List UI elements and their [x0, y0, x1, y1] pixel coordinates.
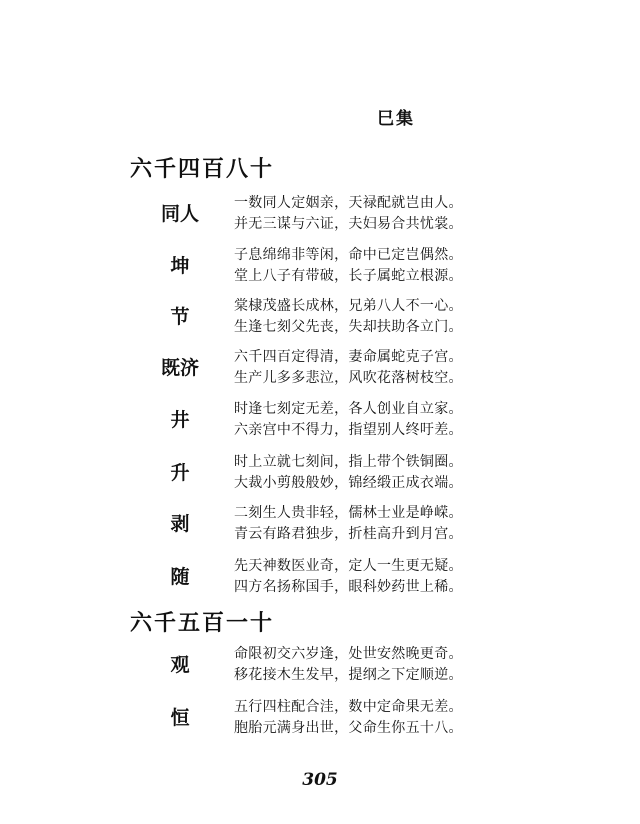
- verse-line: 子息绵绵非等闲，命中已定岂偶然。: [234, 247, 463, 263]
- verse: [234, 452, 463, 494]
- verse-line: 先天神数医业奇，定人一生更无疑。: [234, 558, 463, 574]
- verse-line: 六亲宫中不得力，指望别人终吁差。: [234, 422, 463, 438]
- entry: [0, 347, 640, 387]
- entry: [0, 697, 640, 737]
- section-title: 六千四百八十: [130, 156, 275, 182]
- running-head: 巳集: [377, 109, 415, 129]
- hexagram-name: 节: [170, 306, 190, 328]
- verse-line: 棠棣茂盛长成林，兄弟八人不一心。: [234, 298, 463, 314]
- verse: [234, 503, 463, 545]
- hexagram-name: 井: [170, 409, 190, 431]
- verse-line: 生逢七刻父先丧，失却扶助各立门。: [234, 319, 463, 335]
- entry: [0, 193, 640, 233]
- entry: [0, 452, 640, 492]
- verse-line: 五行四柱配合洼，数中定命果无差。: [234, 699, 463, 715]
- verse-line: 胞胎元满身出世，父命生你五十八。: [234, 720, 463, 736]
- verse-line: 并无三谋与六证，夫妇易合共忧裳。: [234, 216, 463, 232]
- hexagram-name: 同人: [160, 203, 199, 225]
- entry: [0, 399, 640, 439]
- page-number: 305: [302, 770, 338, 790]
- verse-line: 四方名扬称国手，眼科妙药世上稀。: [234, 579, 463, 595]
- verse: [234, 193, 463, 235]
- hexagram-name: 既济: [160, 357, 199, 379]
- verse-line: 时逢七刻定无差，各人创业自立家。: [234, 401, 463, 417]
- verse: [234, 644, 463, 686]
- verse-line: 命限初交六岁逢，处世安然晚更奇。: [234, 646, 463, 662]
- verse-line: 时上立就七刻间，指上带个铁铜圈。: [234, 454, 463, 470]
- verse-line: 二刻生人贵非轻，儒林士业是峥嵘。: [234, 505, 463, 521]
- verse-line: 移花接木生发早，提纲之下定顺逆。: [234, 667, 463, 683]
- verse: [234, 399, 463, 441]
- entry: [0, 556, 640, 596]
- hexagram-name: 剥: [170, 513, 190, 535]
- entry: [0, 296, 640, 336]
- verse-line: 青云有路君独步，折桂高升到月宫。: [234, 526, 463, 542]
- hexagram-name: 坤: [170, 255, 190, 277]
- verse-line: 大裁小剪般般妙，锦经缎正成衣端。: [234, 475, 463, 491]
- verse: [234, 245, 463, 287]
- verse-line: 生产儿多多悲泣，风吹花落树枝空。: [234, 370, 463, 386]
- entry: [0, 644, 640, 684]
- verse: [234, 556, 463, 598]
- hexagram-name: 升: [170, 462, 190, 484]
- verse-line: 一数同人定姻亲，天禄配就岂由人。: [234, 195, 463, 211]
- hexagram-name: 恒: [170, 707, 190, 729]
- hexagram-name: 随: [170, 566, 190, 588]
- verse: [234, 347, 463, 389]
- hexagram-name: 观: [170, 654, 190, 676]
- verse-line: 六千四百定得清，妻命属蛇克子宫。: [234, 349, 463, 365]
- verse: [234, 697, 463, 739]
- entry: [0, 503, 640, 543]
- entry: [0, 245, 640, 285]
- verse-line: 堂上八子有带破，长子属蛇立根源。: [234, 268, 463, 284]
- verse: [234, 296, 463, 338]
- section-title: 六千五百一十: [130, 610, 275, 636]
